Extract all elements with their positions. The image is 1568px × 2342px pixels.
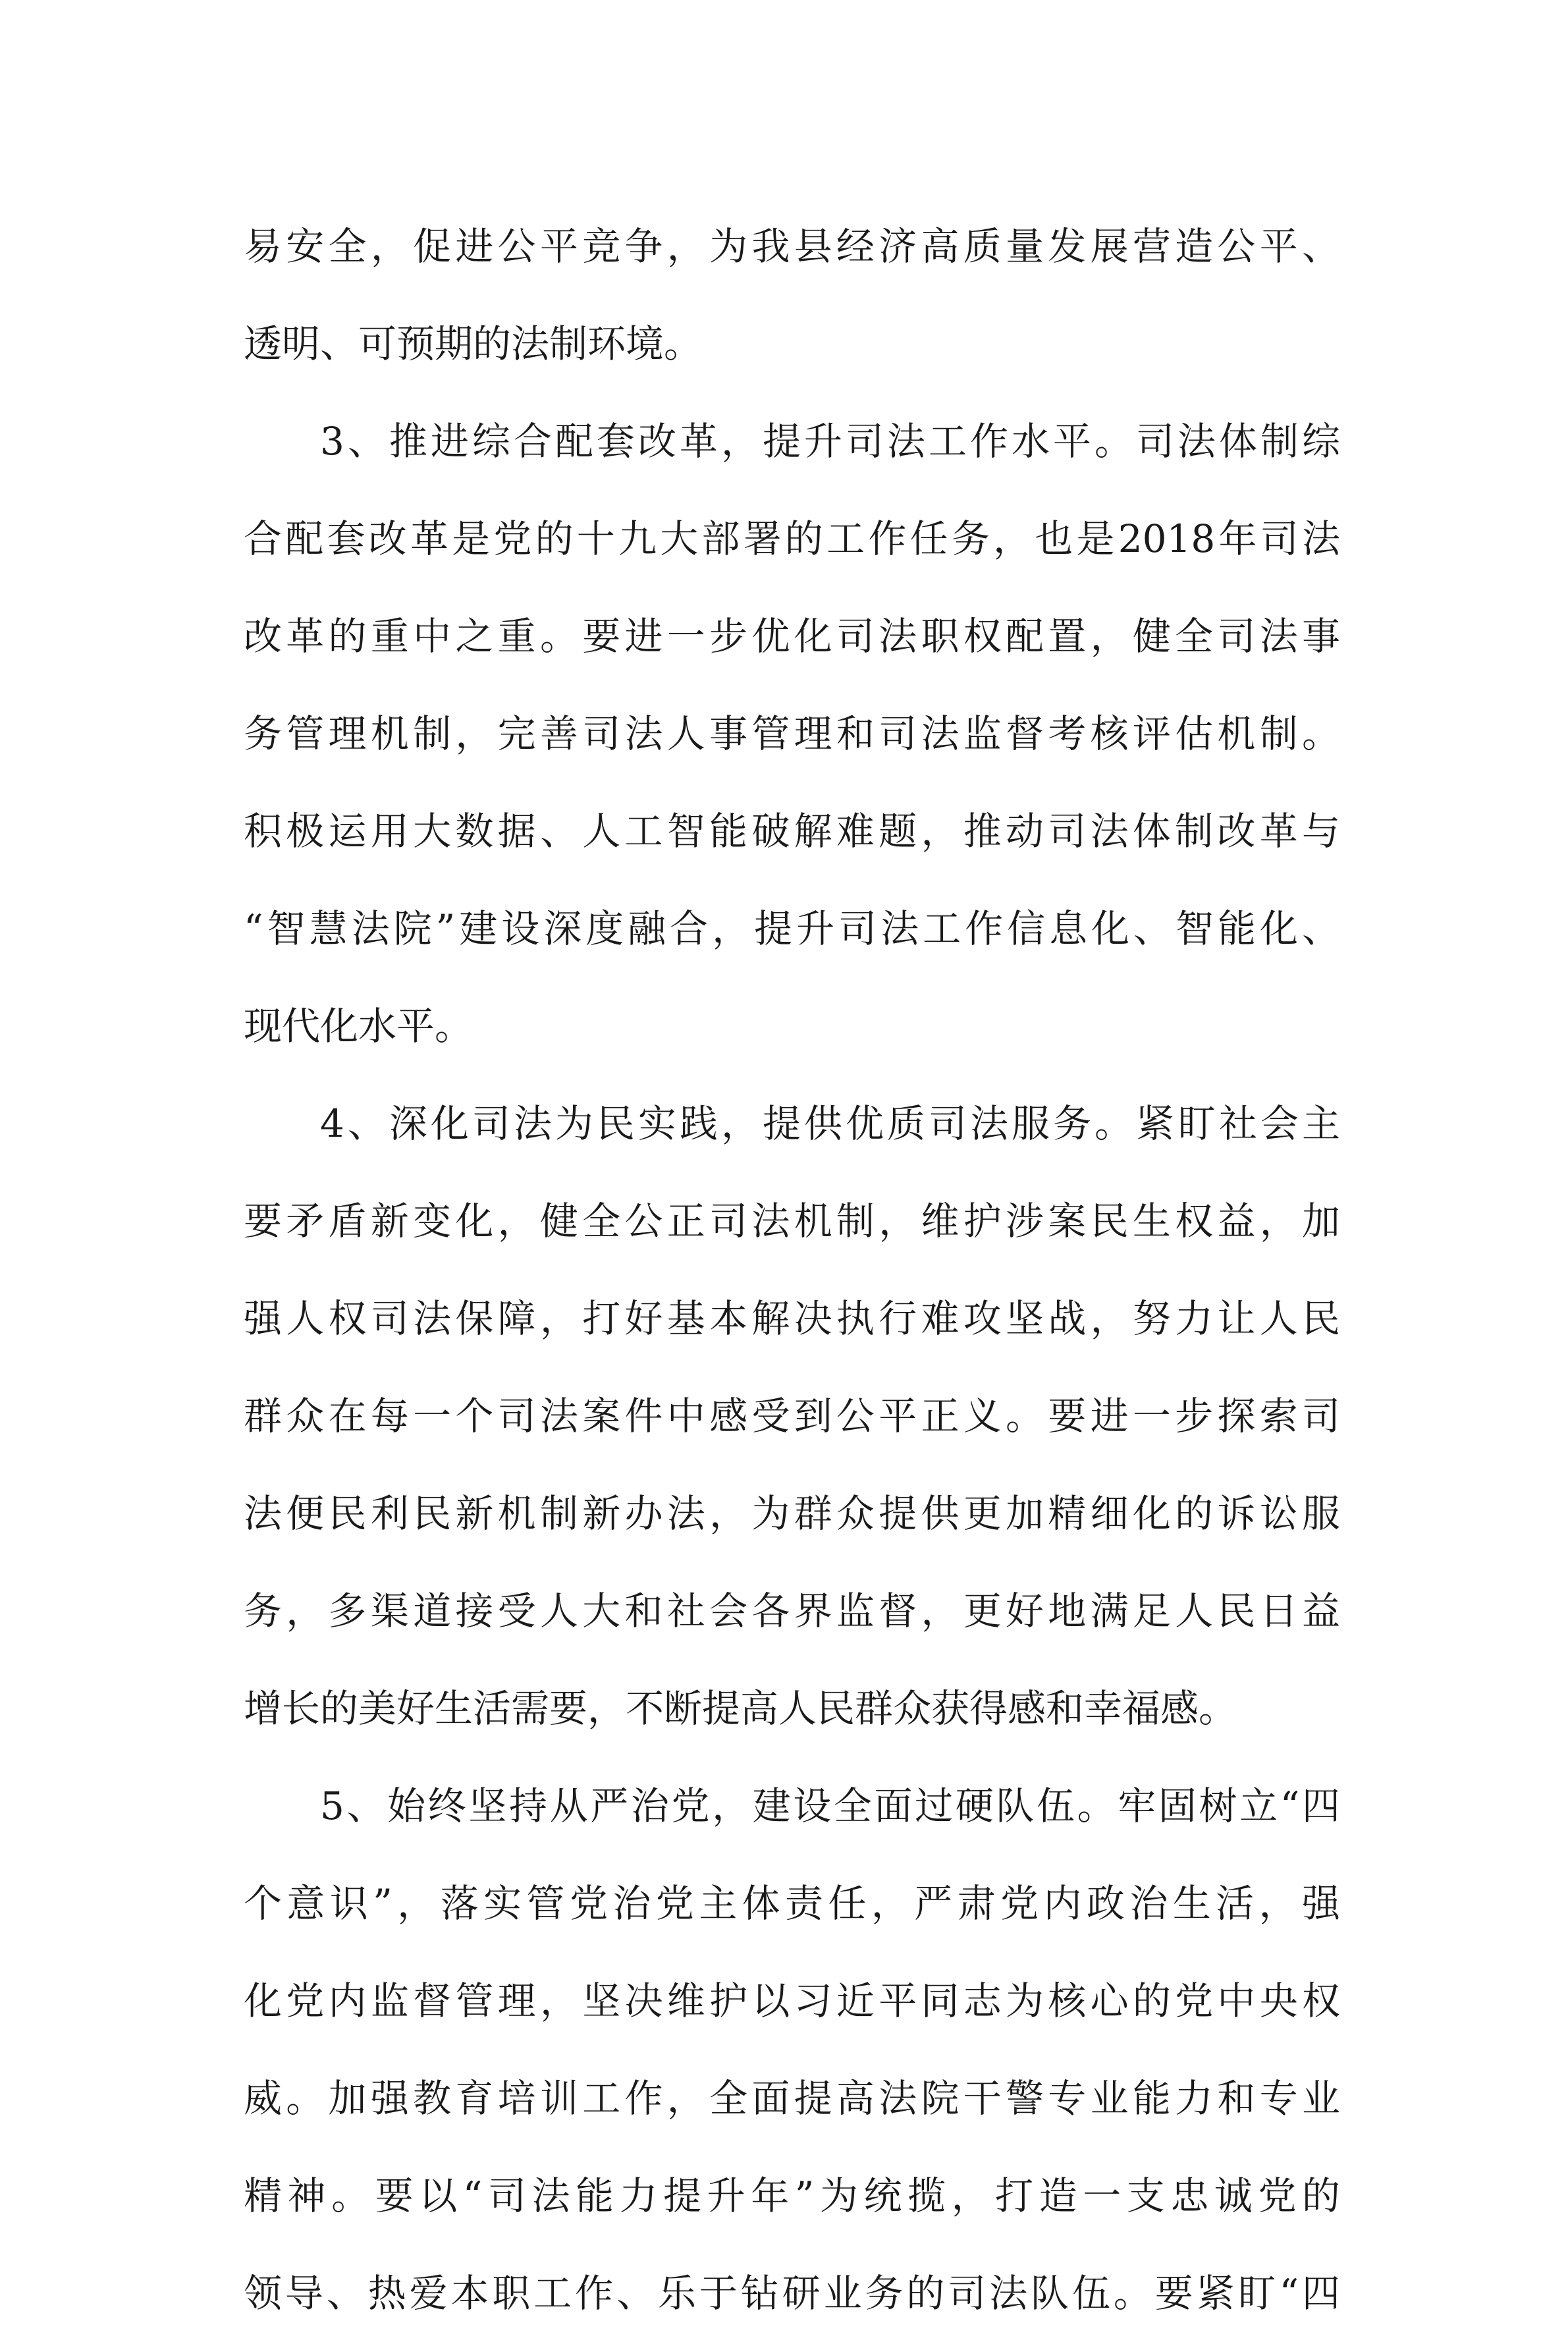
text-line: 积极运用大数据、人工智能破解难题，推动司法体制改革与 <box>244 809 1340 854</box>
text-line: 化党内监督管理，坚决维护以习近平同志为核心的党中央权 <box>244 1978 1340 2023</box>
text-line: 群众在每一个司法案件中感受到公平正义。要进一步探索司 <box>244 1394 1340 1438</box>
text-line: 易安全，促进公平竞争，为我县经济高质量发展营造公平、 <box>244 224 1340 269</box>
text-line: 个意识”，落实管党治党主体责任，严肃党内政治生活，强 <box>244 1881 1340 1926</box>
body-text <box>244 198 1340 2342</box>
text-line: 5、始终坚持从严治党，建设全面过硬队伍。牢固树立“四 <box>320 1784 1340 1828</box>
paragraph-item-5 <box>244 1757 1340 2342</box>
paragraph-item-3 <box>244 393 1340 1075</box>
text-line: 合配套改革是党的十九大部署的工作任务，也是2018年司法 <box>244 516 1340 561</box>
text-line: 务管理机制，完善司法人事管理和司法监督考核评估机制。 <box>244 711 1340 756</box>
text-line: 3、推进综合配套改革，提升司法工作水平。司法体制综 <box>320 419 1340 464</box>
text-line: 精神。要以“司法能力提升年”为统揽，打造一支忠诚党的 <box>244 2173 1340 2218</box>
text-line: 4、深化司法为民实践，提供优质司法服务。紧盯社会主 <box>320 1101 1340 1146</box>
text-line: 威。加强教育培训工作，全面提高法院干警专业能力和专业 <box>244 2076 1340 2121</box>
text-line: 法便民利民新机制新办法，为群众提供更加精细化的诉讼服 <box>244 1491 1340 1536</box>
text-line: 强人权司法保障，打好基本解决执行难攻坚战，努力让人民 <box>244 1296 1340 1341</box>
paragraph-continued <box>244 198 1340 393</box>
text-line: 透明、可预期的法制环境。 <box>244 321 703 366</box>
text-line: “智慧法院”建设深度融合，提升司法工作信息化、智能化、 <box>244 906 1340 951</box>
text-line: 增长的美好生活需要，不断提高人民群众获得感和幸福感。 <box>244 1686 1237 1731</box>
paragraph-item-4 <box>244 1075 1340 1757</box>
text-line: 要矛盾新变化，健全公正司法机制，维护涉案民生权益，加 <box>244 1199 1340 1243</box>
text-line: 领导、热爱本职工作、乐于钻研业务的司法队伍。要紧盯“四 <box>244 2271 1340 2316</box>
text-line: 务，多渠道接受人大和社会各界监督，更好地满足人民日益 <box>244 1589 1340 1633</box>
text-line: 改革的重中之重。要进一步优化司法职权配置，健全司法事 <box>244 614 1340 659</box>
text-line: 现代化水平。 <box>244 1004 473 1048</box>
